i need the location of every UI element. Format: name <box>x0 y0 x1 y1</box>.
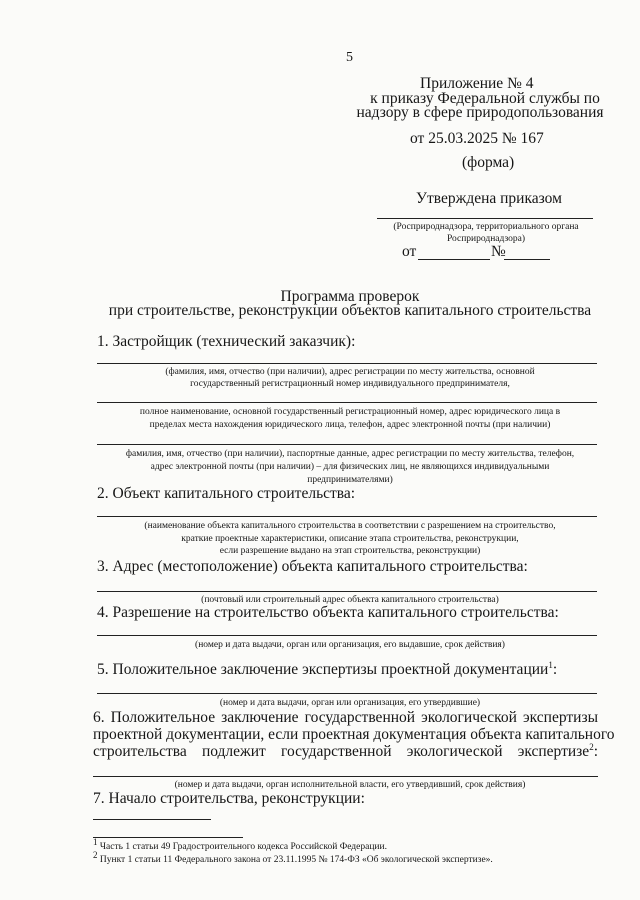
section-7-field <box>93 819 211 820</box>
section-7-heading: 7. Начало строительства, реконструкции: <box>93 790 365 807</box>
section-6-colon: : <box>593 743 598 760</box>
section-2-field <box>97 516 597 517</box>
section-1-field-c <box>97 444 597 445</box>
footnote-2-text: Пункт 1 статьи 11 Федерального закона от 23.11.1995 № 174-ФЗ «Об экологической экспертизе». <box>99 855 493 865</box>
section-2-caption-3: если разрешение выдано на этап строительства, реконструкции) <box>219 546 481 556</box>
section-3-caption: (почтовый или строительный адрес объекта капитального строительства) <box>201 595 499 605</box>
approval-number-field <box>504 259 550 260</box>
section-4-heading: 4. Разрешение на строительство объекта капитального строительства: <box>97 604 559 621</box>
section-5-caption: (номер и дата выдачи, орган или организация, его утвердившие) <box>219 698 481 708</box>
footnote-2-mark: 2 <box>93 849 98 860</box>
document-subtitle: при строительстве, реконструкции объектов капитального строительства <box>108 302 592 319</box>
footnote-1 <box>93 836 387 854</box>
issuer-caption-2: Росприроднадзора) <box>446 234 526 244</box>
form-label: (форма) <box>462 154 515 171</box>
document-title: Программа проверок <box>280 288 420 305</box>
section-5-heading-text: 5. Положительное заключение экспертизы проектной документации <box>97 661 549 678</box>
section-4-field <box>97 635 597 636</box>
section-6-line-3-text: строительства подлежит государственной экологической экспертизе <box>93 743 590 760</box>
section-6-caption: (номер и дата выдачи, орган исполнительной власти, его утвердивший, срок действия) <box>174 780 526 790</box>
footnote-ref-2: 2 <box>589 741 594 752</box>
section-1-caption-b1: полное наименование, основной государственный регистрационный номер, адрес юридического лица в <box>139 407 561 417</box>
section-2-caption-1: (наименование объекта капитального строительства в соответствии с разрешением на строительство, <box>144 521 556 531</box>
section-6-line-2: проектной документации, если проектная документация объекта капитального <box>93 726 615 743</box>
section-2-caption-2: краткие проектные характеристики, описание этапа строительства, реконструкции, <box>181 534 519 544</box>
section-1-caption-c2: адрес электронной почты (при наличии) – для физических лиц, не являющихся индивидуальными <box>150 462 550 472</box>
section-5-field <box>97 693 597 694</box>
order-date-number: от 25.03.2025 № 167 <box>410 130 544 147</box>
section-2-heading: 2. Объект капитального строительства: <box>97 485 356 502</box>
section-6-line-1: 6. Положительное заключение государственной экологической экспертизы <box>93 709 598 726</box>
section-3-field <box>97 591 597 592</box>
issuer-caption-1: (Росприроднадзора, территориального органа <box>393 222 579 232</box>
section-1-caption-c3: предпринимателями) <box>307 475 393 485</box>
to-order-line-1: к приказу Федеральной службы по <box>370 90 600 107</box>
section-1-caption-c1: фамилия, имя, отчество (при наличии), паспортные данные, адрес регистрации по месту жительства, телефон, <box>125 449 575 459</box>
footnote-1-mark: 1 <box>93 836 98 847</box>
section-6-line-3 <box>93 743 598 760</box>
approval-date-field <box>418 259 490 260</box>
page-number: 5 <box>346 50 353 65</box>
appendix-label: Приложение № 4 <box>420 75 534 92</box>
section-1-heading: 1. Застройщик (технический заказчик): <box>97 333 356 350</box>
section-1-caption-a1: (фамилия, имя, отчество (при наличии), адрес регистрации по месту жительства, основной <box>165 367 535 377</box>
footnote-ref-1: 1 <box>548 659 553 670</box>
approval-date-prefix: от <box>402 243 417 260</box>
approval-number-sign: № <box>491 243 506 260</box>
to-order-line-2: надзору в сфере природопользования <box>356 104 604 121</box>
section-4-caption: (номер и дата выдачи, орган или организация, его выдавшие, срок действия) <box>195 640 505 650</box>
footnote-2 <box>93 849 493 867</box>
issuer-line <box>377 218 593 219</box>
approved-by-order: Утверждена приказом <box>416 190 562 207</box>
section-3-heading: 3. Адрес (местоположение) объекта капитального строительства: <box>97 558 528 575</box>
section-1-caption-b2: пределах места нахождения юридического лица, телефон, адрес электронной почты (при наличии) <box>149 420 551 430</box>
section-1-caption-a2: государственный регистрационный номер индивидуального предпринимателя, <box>190 379 510 389</box>
footnote-1-text: Часть 1 статьи 49 Градостроительного кодекса Российской Федерации. <box>99 842 387 852</box>
section-5-heading <box>97 661 557 679</box>
section-5-colon: : <box>552 661 558 678</box>
section-6-field <box>93 776 598 777</box>
section-1-field-b <box>97 402 597 403</box>
section-1-field-a <box>97 363 597 364</box>
footnote-separator <box>93 837 243 838</box>
